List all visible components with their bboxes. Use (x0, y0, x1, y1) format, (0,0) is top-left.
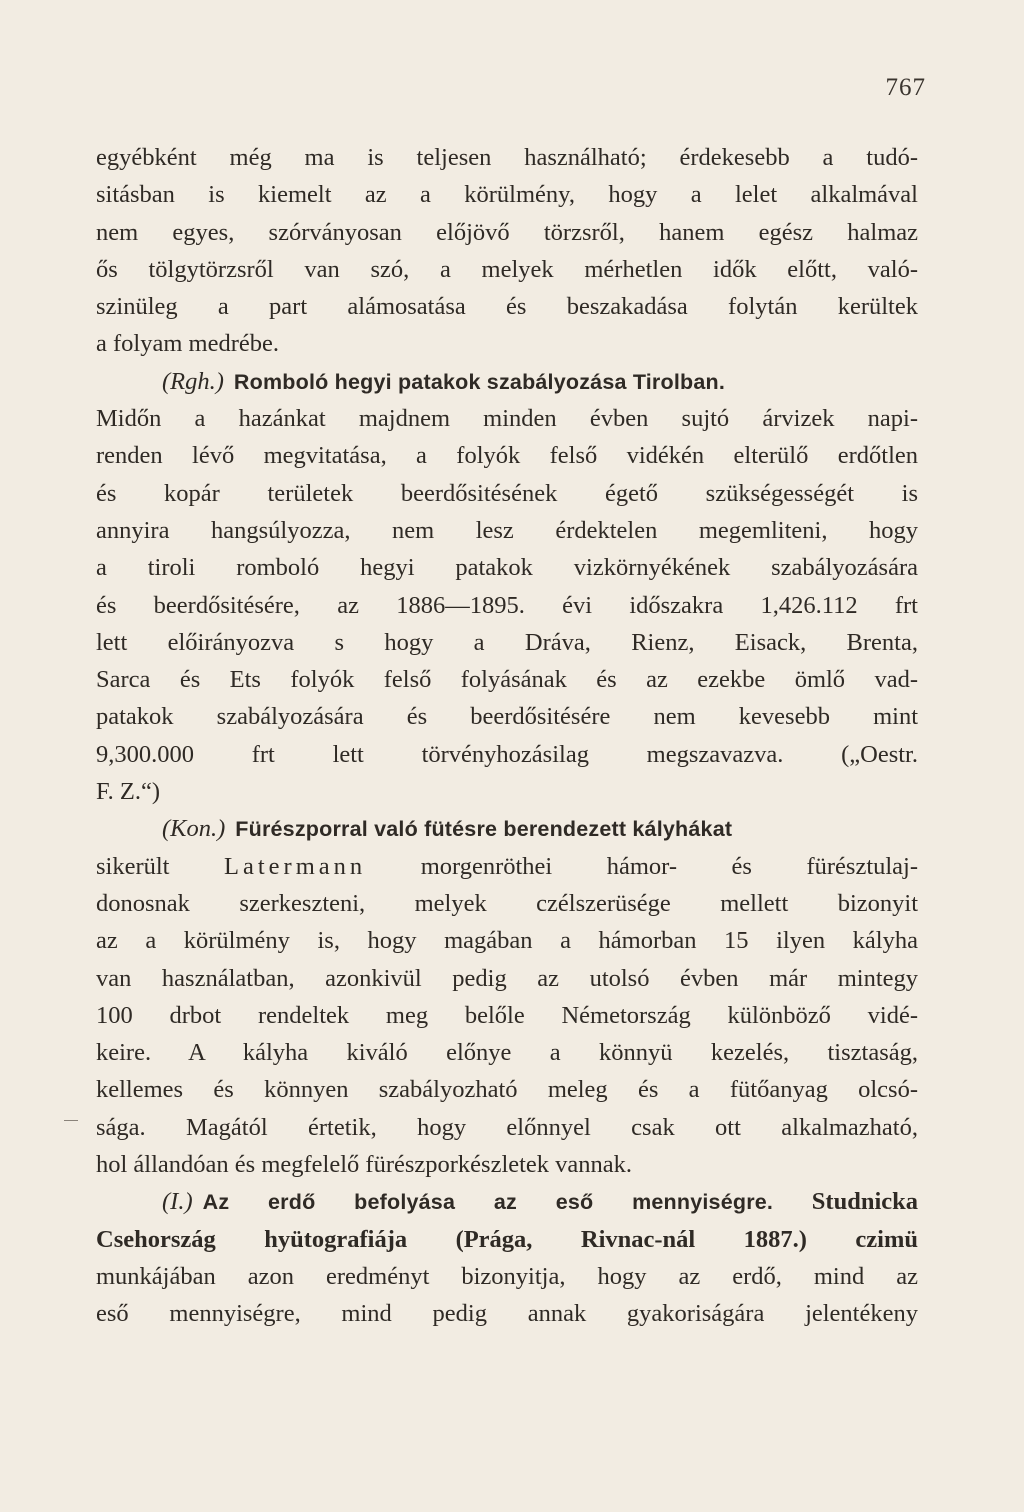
text-line: renden lévő megvitatása, a folyók felső vidékén elterülő erdőtlen (96, 442, 918, 470)
text-fragment: morgenröthei hámor- és fürésztulaj- (420, 852, 919, 880)
text-line: a tiroli romboló hegyi patakok vizkörnyékének szabályozására (96, 554, 918, 582)
section-heading-line (96, 810, 918, 847)
margin-dash-mark (64, 1120, 78, 1121)
author-marker: (Rgh.) (162, 367, 224, 395)
section-heading: Romboló hegyi patakok szabályozása Tirolban. (233, 369, 726, 394)
author-name: Studnicka (811, 1188, 918, 1216)
text-line: sága. Magától értetik, hogy előnnyel csak ott alkalmazható, (96, 1113, 918, 1141)
body-text (96, 139, 918, 1333)
section-heading: Az erdő befolyása az eső mennyiségre. (202, 1190, 774, 1215)
text-line: van használatban, azonkivül pedig az utolsó évben már mintegy (96, 964, 918, 992)
text-line: Midőn a hazánkat majdnem minden évben sujtó árvizek napi- (96, 405, 918, 433)
text-line: Csehország hyütografiája (Prága, Rivnac-nál 1887.) czimü (96, 1225, 918, 1253)
text-line: F. Z.“) (96, 778, 161, 806)
author-marker: (I.) (162, 1188, 193, 1216)
text-line: kellemes és könnyen szabályozható meleg és a fütőanyag olcsó- (96, 1076, 918, 1104)
text-line: szinüleg a part alámosatása és beszakadása folytán kerültek (96, 293, 918, 321)
text-fragment: sikerült (96, 852, 170, 880)
text-line: sitásban is kiemelt az a körülmény, hogy a lelet alkalmával (96, 181, 918, 209)
person-name: Latermann (224, 852, 367, 880)
text-line: az a körülmény is, hogy magában a hámorban 15 ilyen kályha (96, 927, 918, 955)
text-line: keire. A kályha kiváló előnye a könnyü kezelés, tisztaság, (96, 1039, 918, 1067)
author-marker: (Kon.) (162, 815, 226, 843)
section-heading-line (96, 363, 918, 400)
text-line (96, 848, 918, 885)
text-line: a folyam medrébe. (96, 330, 279, 358)
text-line: nem egyes, szórványosan előjövő törzsről, hanem egész halmaz (96, 218, 918, 246)
text-line: hol állandóan és megfelelő fürészporkészletek vannak. (96, 1151, 633, 1179)
text-line: Sarca és Ets folyók felső folyásának és az ezekbe ömlő vad- (96, 666, 918, 694)
text-line: annyira hangsúlyozza, nem lesz érdektelen megemliteni, hogy (96, 516, 918, 544)
text-line: és kopár területek beerdősitésének égető szükségességét is (96, 479, 918, 507)
page-number: 767 (885, 74, 926, 101)
text-line: és beerdősitésére, az 1886—1895. évi időszakra 1,426.112 frt (96, 591, 918, 619)
text-line: 100 drbot rendeltek meg belőle Németország különböző vidé- (96, 1001, 918, 1029)
text-line: munkájában azon eredményt bizonyitja, hogy az erdő, mind az (96, 1262, 918, 1290)
text-line: eső mennyiségre, mind pedig annak gyakoriságára jelentékeny (96, 1300, 918, 1328)
text-line: 9,300.000 frt lett törvényhozásilag megszavazva. („Oestr. (96, 740, 918, 768)
text-line: ős tölgytörzsről van szó, a melyek mérhetlen idők előtt, való- (96, 255, 918, 283)
section-heading: Fürészporral való fütésre berendezett kályhákat (235, 817, 733, 842)
text-line: egyébként még ma is teljesen használható; érdekesebb a tudó- (96, 144, 918, 171)
text-line: patakok szabályozására és beerdősitésére nem kevesebb mint (96, 703, 918, 731)
text-line: lett előirányozva s hogy a Dráva, Rienz, Eisack, Brenta, (96, 628, 918, 656)
section-heading-line (96, 1183, 918, 1220)
text-line: donosnak szerkeszteni, melyek czélszerüsége mellett bizonyit (96, 889, 918, 917)
